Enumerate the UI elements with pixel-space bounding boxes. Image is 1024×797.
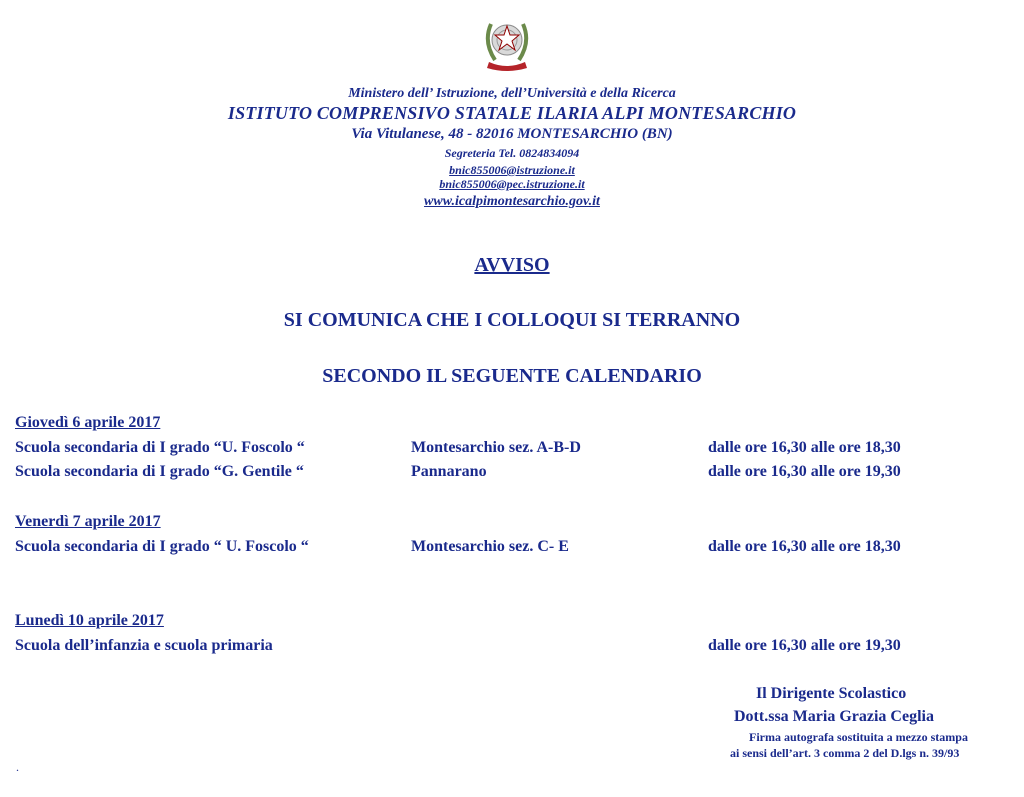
schedule-date: Venerdì 7 aprile 2017: [15, 513, 161, 530]
notice-title: AVVISO: [474, 254, 550, 276]
signature-note: ai sensi dell’art. 3 comma 2 del D.lgs n. 39/93: [730, 746, 960, 760]
schedule-place: Pannarano: [411, 463, 487, 480]
schedule-school: Scuola secondaria di I grado “U. Foscolo “: [15, 439, 305, 456]
schedule-place: Montesarchio sez. C- E: [411, 538, 569, 555]
pec-link[interactable]: bnic855006@pec.istruzione.it: [439, 177, 585, 191]
footer-mark: .: [16, 760, 19, 774]
school-name: ISTITUTO COMPRENSIVO STATALE ILARIA ALPI MONTESARCHIO: [227, 103, 797, 123]
signature-name: Dott.ssa Maria Grazia Ceglia: [734, 708, 934, 725]
website-link[interactable]: www.icalpimontesarchio.gov.it: [424, 194, 600, 209]
notice-line-2: SECONDO IL SEGUENTE CALENDARIO: [322, 365, 702, 387]
schedule-date: Giovedì 6 aprile 2017: [15, 414, 161, 431]
italian-republic-emblem-icon: [481, 12, 533, 72]
schedule-time: dalle ore 16,30 alle ore 18,30: [708, 538, 901, 555]
email-link[interactable]: bnic855006@istruzione.it: [449, 163, 575, 177]
schedule-school: Scuola secondaria di I grado “G. Gentile “: [15, 463, 304, 480]
schedule-time: dalle ore 16,30 alle ore 19,30: [708, 463, 901, 480]
schedule-school: Scuola secondaria di I grado “ U. Foscolo “: [15, 538, 309, 555]
schedule-time: dalle ore 16,30 alle ore 19,30: [708, 637, 901, 654]
schedule-date: Lunedì 10 aprile 2017: [15, 612, 164, 629]
schedule-time: dalle ore 16,30 alle ore 18,30: [708, 439, 901, 456]
signature-role: Il Dirigente Scolastico: [756, 685, 907, 702]
schedule-school: Scuola dell’infanzia e scuola primaria: [15, 637, 273, 654]
school-phone: Segreteria Tel. 0824834094: [444, 146, 580, 160]
schedule-place: Montesarchio sez. A-B-D: [411, 439, 581, 456]
signature-note: Firma autografa sostituita a mezzo stampa: [749, 730, 968, 744]
notice-line-1: SI COMUNICA CHE I COLLOQUI SI TERRANNO: [283, 309, 741, 331]
ministry-line: Ministero dell’ Istruzione, dell’Università e della Ricerca: [348, 86, 676, 101]
school-address: Via Vitulanese, 48 - 82016 MONTESARCHIO (BN): [351, 126, 673, 142]
